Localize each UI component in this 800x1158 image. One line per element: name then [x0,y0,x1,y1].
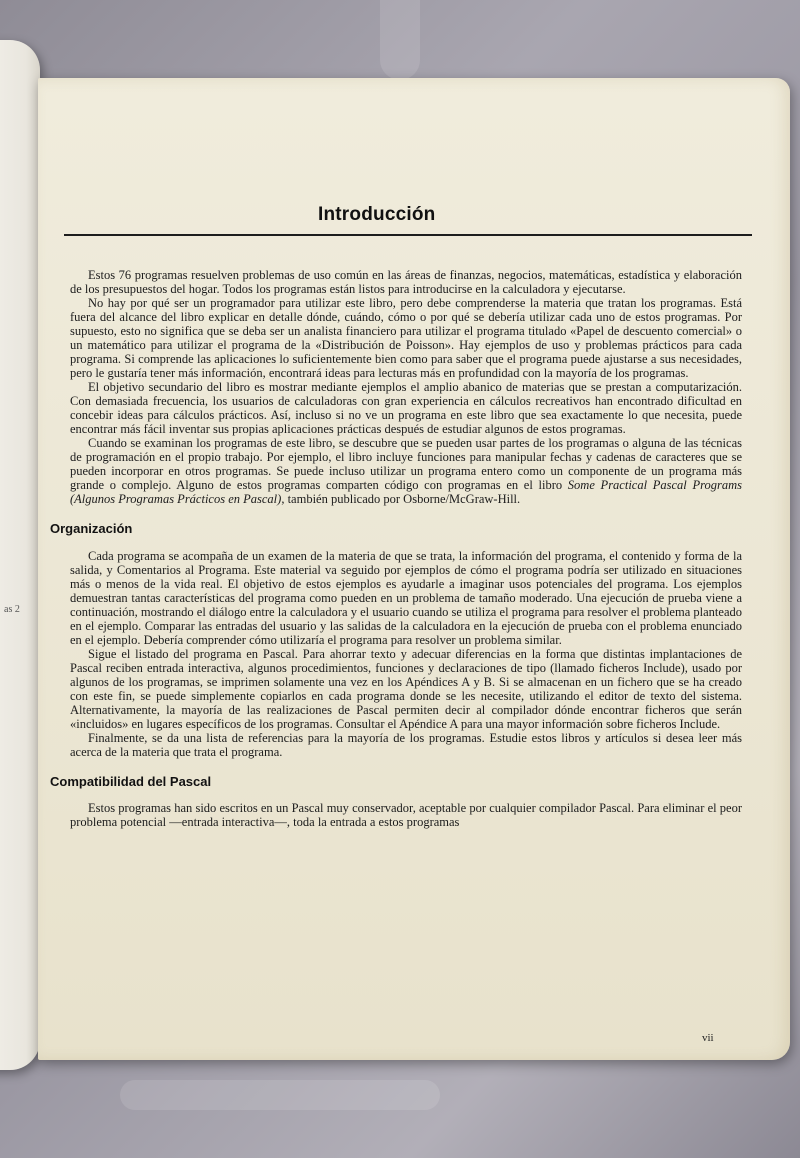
facing-page-edge [0,40,40,1070]
paragraph: Estos programas han sido escritos en un Pascal muy conservador, aceptable por cualquier compilador Pascal. Para eliminar el peor problema potencial —entrada interactiva—, toda la entrada a estos programas [70,801,742,830]
paragraph: Sigue el listado del programa en Pascal. Para ahorrar texto y adecuar diferencias en la forma que distintas implantaciones de Pascal reciben entrada interactiva, algunos procedimientos, funciones y declaraciones de tipo (llamado ficheros Include), usado por algunos de los programas, se imprimen solamente una vez en los Apéndices A y B. Si se almacenan en un fichero que se ha creado con este fin, se puede simplemente copiarlos en cada programa donde se les necesite, utilizando el editor de texto del sistema. Alternativamente, la mayoría de las realizaciones de Pascal permiten decir al compilador dónde encontrar ficheros que serán «incluidos» en lugares específicos de los programas. Consultar el Apéndice A para una mayor información sobre ficheros Include. [70,646,742,731]
page-title: Introducción [318,204,436,225]
paragraph [70,436,742,506]
cloth-fold [380,0,420,80]
body-text [50,268,742,830]
facing-page-text-fragment: as 2 [4,604,20,615]
title-rule [64,234,752,236]
section-heading-organizacion: Organización [50,521,133,536]
page-number: vii [702,1032,714,1044]
paragraph-text: Cuando se examinan los programas de este libro, se descubre que se pueden usar partes de los programas o alguna de las técnicas de programación en el propio trabajo. Por ejemplo, el libro incluye funciones para manipular fechas y cadenas de caracteres que se pueden incorporar en otros programas. Se puede incluso utilizar un programa entero como un componente de un programa más grande o complejo. Alguno de estos programas comparten código con programas en el libro [70,436,742,492]
paragraph: Finalmente, se da una lista de referencias para la mayoría de los programas. Estudie estos libros y artículos si desea leer más acerca de la materia que trata el programa. [70,730,742,759]
book-title-italic: Some Practical Pascal Programs (Algunos Programas Prácticos en Pascal) [70,478,742,506]
book-page [38,78,790,1060]
paragraph: El objetivo secundario del libro es mostrar mediante ejemplos el amplio abanico de materias que se prestan a computarización. Con demasiada frecuencia, los usuarios de calculadoras con gran experiencia en cálculos recreativos han encontrado dificultad en concebir ideas para cálculos prácticos. Así, incluso si no ve un programa en este libro que sea exactamente lo que necesita, puede encontrar más fácil inventar sus propias aplicaciones prácticas después de estudiar algunos de estos programas. [70,380,742,436]
section-heading-compatibilidad: Compatibilidad del Pascal [50,773,212,789]
paragraph: No hay por qué ser un programador para utilizar este libro, pero debe comprenderse la materia que tratan los programas. Está fuera del alcance del libro explicar en detalle dónde, cuándo, cómo o por qué se debería utilizar cada uno de estos programas. Por supuesto, esto no significa que se deba ser un analista financiero para utilizar el programa titulado «Papel de descuento comercial» o un matemático para utilizar el programa de la «Distribución de Poisson». Hay ejemplos de uso y problemas prácticos para cada programa. Si comprende las aplicaciones lo suficientemente bien como para saber que el programa puede ajustarse a sus necesidades, pero le gustaría tener más información, encontrará ideas para lecturas más en profundidad con la mayoría de los programas. [70,296,742,380]
paragraph: Cada programa se acompaña de un examen de la materia de que se trata, la información del programa, el contenido y forma de la salida, y Comentarios al Programa. Este material va seguido por ejemplos de cómo el programa podría ser utilizado en situaciones más o menos de la vida real. El objetivo de estos ejemplos es ayudarle a imaginar usos potenciales del programa. Los ejemplos demuestran tantas características del programa como pueden en un problema de tamaño moderado. Una ejecución de prueba viene a continuación, mostrando el diálogo entre la calculadora y el usuario cuando se utiliza el programa para resolver el problema planteado en el ejemplo. Comparar las entradas del usuario y las salidas de la calculadora en la ejecución de prueba con el problema enunciado en el ejemplo. Debería comprender cómo utilizaría el programa para resolver un problema similar. [70,548,742,647]
cloth-fold [120,1080,440,1110]
paragraph: Estos 76 programas resuelven problemas de uso común en las áreas de finanzas, negocios, matemáticas, estadística y elaboración de los presupuestos del hogar. Todos los programas están listos para introducirse en la calculadora y ejecutarse. [70,268,742,296]
paragraph-text: , también publicado por Osborne/McGraw-Hill. [281,492,521,506]
